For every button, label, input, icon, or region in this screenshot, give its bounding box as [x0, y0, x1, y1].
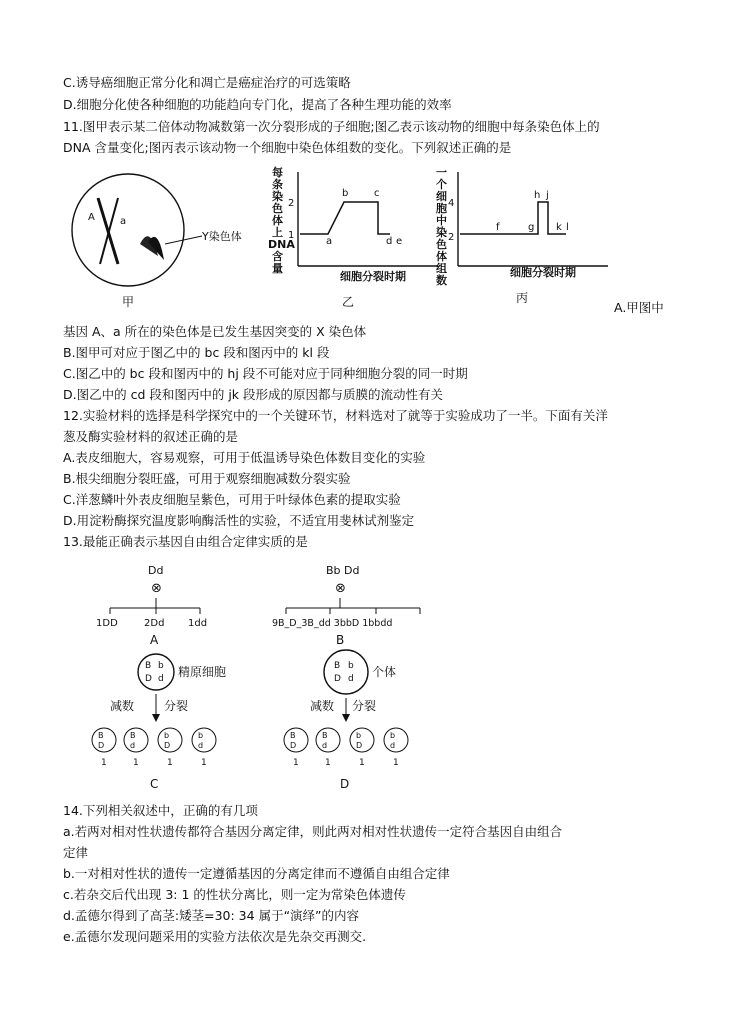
- c-r3: 1: [167, 758, 173, 768]
- a-offspring-dd2: 2Dd: [144, 618, 165, 629]
- figure-13: [90, 560, 450, 795]
- question-11-option-c: C.图乙中的 bc 段和图丙中的 hj 段不可能对应于同种细胞分裂的同一时期: [63, 366, 468, 381]
- bing-point-k: k: [556, 222, 562, 233]
- question-11-option-b: B.图甲可对应于图乙中的 bc 段和图丙中的 kl 段: [63, 345, 330, 360]
- d-label: D: [340, 777, 350, 791]
- d-gene-d2: d: [348, 674, 354, 684]
- figure-jia: [72, 174, 242, 309]
- d-step2: 分裂: [352, 699, 377, 713]
- yi-point-a: a: [326, 236, 333, 247]
- a-cross: ⊗: [151, 581, 162, 596]
- figure-11: [60, 164, 680, 314]
- c-r1: 1: [101, 758, 107, 768]
- yi-point-b: b: [342, 188, 349, 199]
- question-12-stem: 12.实验材料的选择是科学探究中的一个关键环节，材料选对了就等于实验成功了一半。下面有关洋: [63, 408, 608, 423]
- question-14-item-a: a.若两对相对性状遗传都符合基因分离定律，则此两对相对性状遗传一定符合基因自由组合: [63, 824, 563, 839]
- c-gene-d1: D: [145, 674, 152, 684]
- question-12-stem-cont: 葱及酶实验材料的叙述正确的是: [63, 429, 239, 444]
- d-cell-label: 个体: [372, 665, 397, 679]
- bing-point-h: h: [534, 190, 541, 201]
- question-14-item-e: e.孟德尔发现问题采用的实验方法依次是先杂交再测交.: [63, 929, 367, 944]
- d-g2a: B: [322, 731, 328, 740]
- d-g1a: B: [290, 731, 296, 740]
- d-gene-b2: b: [348, 661, 354, 671]
- yi-xlabel: 细胞分裂时期: [340, 270, 406, 283]
- b-parent: Bb Dd: [326, 564, 360, 577]
- yi-point-c: c: [374, 188, 380, 199]
- option-d-diagram: [284, 650, 408, 791]
- d-g3b: D: [356, 741, 363, 750]
- figure-bing-label: 丙: [516, 291, 529, 305]
- c-step2: 分裂: [164, 699, 189, 713]
- question-13-stem: 13.最能正确表示基因自由组合定律实质的是: [63, 534, 308, 549]
- question-11-stem: 11.图甲表示某二倍体动物减数第一次分裂形成的子细胞;图乙表示该动物的细胞中每条染色体上的: [63, 119, 600, 134]
- c-r2: 1: [133, 758, 139, 768]
- a-parent: Dd: [148, 564, 164, 577]
- question-11-option-a: 基因 A、a 所在的染色体是已发生基因突变的 X 染色体: [63, 324, 367, 339]
- c-label: C: [150, 777, 159, 791]
- c-g3b: D: [164, 741, 171, 750]
- d-r2: 1: [325, 758, 331, 768]
- b-label: B: [336, 633, 345, 647]
- figure-bing: [436, 166, 608, 305]
- option-c-diagram: [92, 654, 226, 791]
- c-g3a: b: [164, 731, 170, 740]
- c-gene-b2: b: [158, 661, 164, 671]
- d-r1: 1: [293, 758, 299, 768]
- question-11-option-d: D.图乙中的 cd 段和图丙中的 jk 段形成的原因都与质膜的流动性有关: [63, 387, 444, 402]
- option-a-diagram: [96, 564, 207, 647]
- yi-tick-2: 2: [288, 198, 295, 209]
- figure-yi-label: 乙: [342, 295, 355, 309]
- figure-yi: [268, 165, 438, 309]
- c-step1: 减数: [110, 699, 135, 713]
- bing-xlabel: 细胞分裂时期: [510, 266, 576, 279]
- yi-point-d: d: [386, 236, 393, 247]
- c-g4a: b: [198, 731, 204, 740]
- y-chromosome-label: Y染色体: [202, 230, 242, 243]
- c-gene-b1: B: [145, 661, 152, 671]
- bing-point-j: j: [546, 190, 549, 201]
- b-cross: ⊗: [335, 581, 346, 596]
- c-g2a: B: [130, 731, 136, 740]
- d-g2b: d: [322, 741, 328, 750]
- c-cell-label: 精原细胞: [178, 665, 227, 679]
- d-gene-d1: D: [334, 674, 341, 684]
- d-g3a: b: [356, 731, 362, 740]
- c-g1b: D: [98, 741, 105, 750]
- line-option-c: C.诱导癌细胞正常分化和凋亡是癌症治疗的可选策略: [63, 75, 351, 90]
- d-step1: 减数: [310, 699, 335, 713]
- figure-jia-label: 甲: [122, 295, 135, 309]
- question-14-item-b: b.一对相对性状的遗传一定遵循基因的分离定律而不遵循自由组合定律: [63, 866, 450, 881]
- question-12-option-d: D.用淀粉酶探究温度影响酶活性的实验，不适宜用斐林试剂鉴定: [63, 513, 415, 528]
- yi-tick-1: 1: [288, 230, 295, 241]
- b-offspring: 9B_D_3B_dd 3bbD 1bbdd: [272, 618, 393, 629]
- d-r3: 1: [359, 758, 365, 768]
- c-gene-d2: d: [158, 674, 164, 684]
- bing-tick-2: 2: [448, 232, 455, 243]
- yi-point-e: e: [396, 236, 403, 247]
- d-gametes: [284, 728, 408, 768]
- d-g4b: d: [390, 741, 396, 750]
- d-g4a: b: [390, 731, 396, 740]
- bing-ylabel: 一个细胞中染色体组数: [436, 166, 447, 287]
- question-14-item-d: d.孟德尔得到了高茎:矮茎=30: 34 属于“演绎”的内容: [63, 908, 360, 923]
- line-option-d: D.细胞分化使各种细胞的功能趋向专门化，提高了各种生理功能的效率: [63, 97, 452, 112]
- question-11-stem-cont: DNA 含量变化;图丙表示该动物一个细胞中染色体组数的变化。下列叙述正确的是: [63, 140, 512, 155]
- a-offspring-dd3: 1dd: [188, 618, 208, 629]
- c-g4b: d: [198, 741, 204, 750]
- c-r4: 1: [201, 758, 207, 768]
- gene-a-lower: a: [120, 216, 127, 227]
- question-12-option-c: C.洋葱鳞叶外表皮细胞呈紫色，可用于叶绿体色素的提取实验: [63, 492, 401, 507]
- option-b-diagram: [272, 564, 420, 647]
- question-12-option-b: B.根尖细胞分裂旺盛，可用于观察细胞减数分裂实验: [63, 471, 351, 486]
- question-14-stem: 14.下列相关叙述中，正确的有几项: [63, 803, 258, 818]
- yi-ylabel: 每条染色体上 DNA 含量: [268, 166, 295, 275]
- bing-point-l: l: [566, 222, 569, 233]
- c-g2b: d: [130, 741, 136, 750]
- c-g1a: B: [98, 731, 104, 740]
- gene-a-upper: A: [88, 212, 95, 223]
- question-14-item-a-cont: 定律: [63, 845, 89, 860]
- d-gene-b1: B: [334, 661, 341, 671]
- d-g1b: D: [290, 741, 297, 750]
- question-12-option-a: A.表皮细胞大，容易观察，可用于低温诱导染色体数目变化的实验: [63, 450, 426, 465]
- c-gametes: [92, 728, 216, 768]
- bing-point-f: f: [496, 222, 500, 233]
- a-offspring-dd1: 1DD: [96, 618, 118, 629]
- a-label: A: [150, 633, 159, 647]
- question-11-option-a-head: A.甲图中: [614, 300, 664, 315]
- bing-point-g: g: [528, 222, 535, 233]
- bing-tick-4: 4: [448, 198, 455, 209]
- question-14-item-c: c.若杂交后代出现 3: 1 的性状分离比，则一定为常染色体遗传: [63, 887, 406, 902]
- d-r4: 1: [393, 758, 399, 768]
